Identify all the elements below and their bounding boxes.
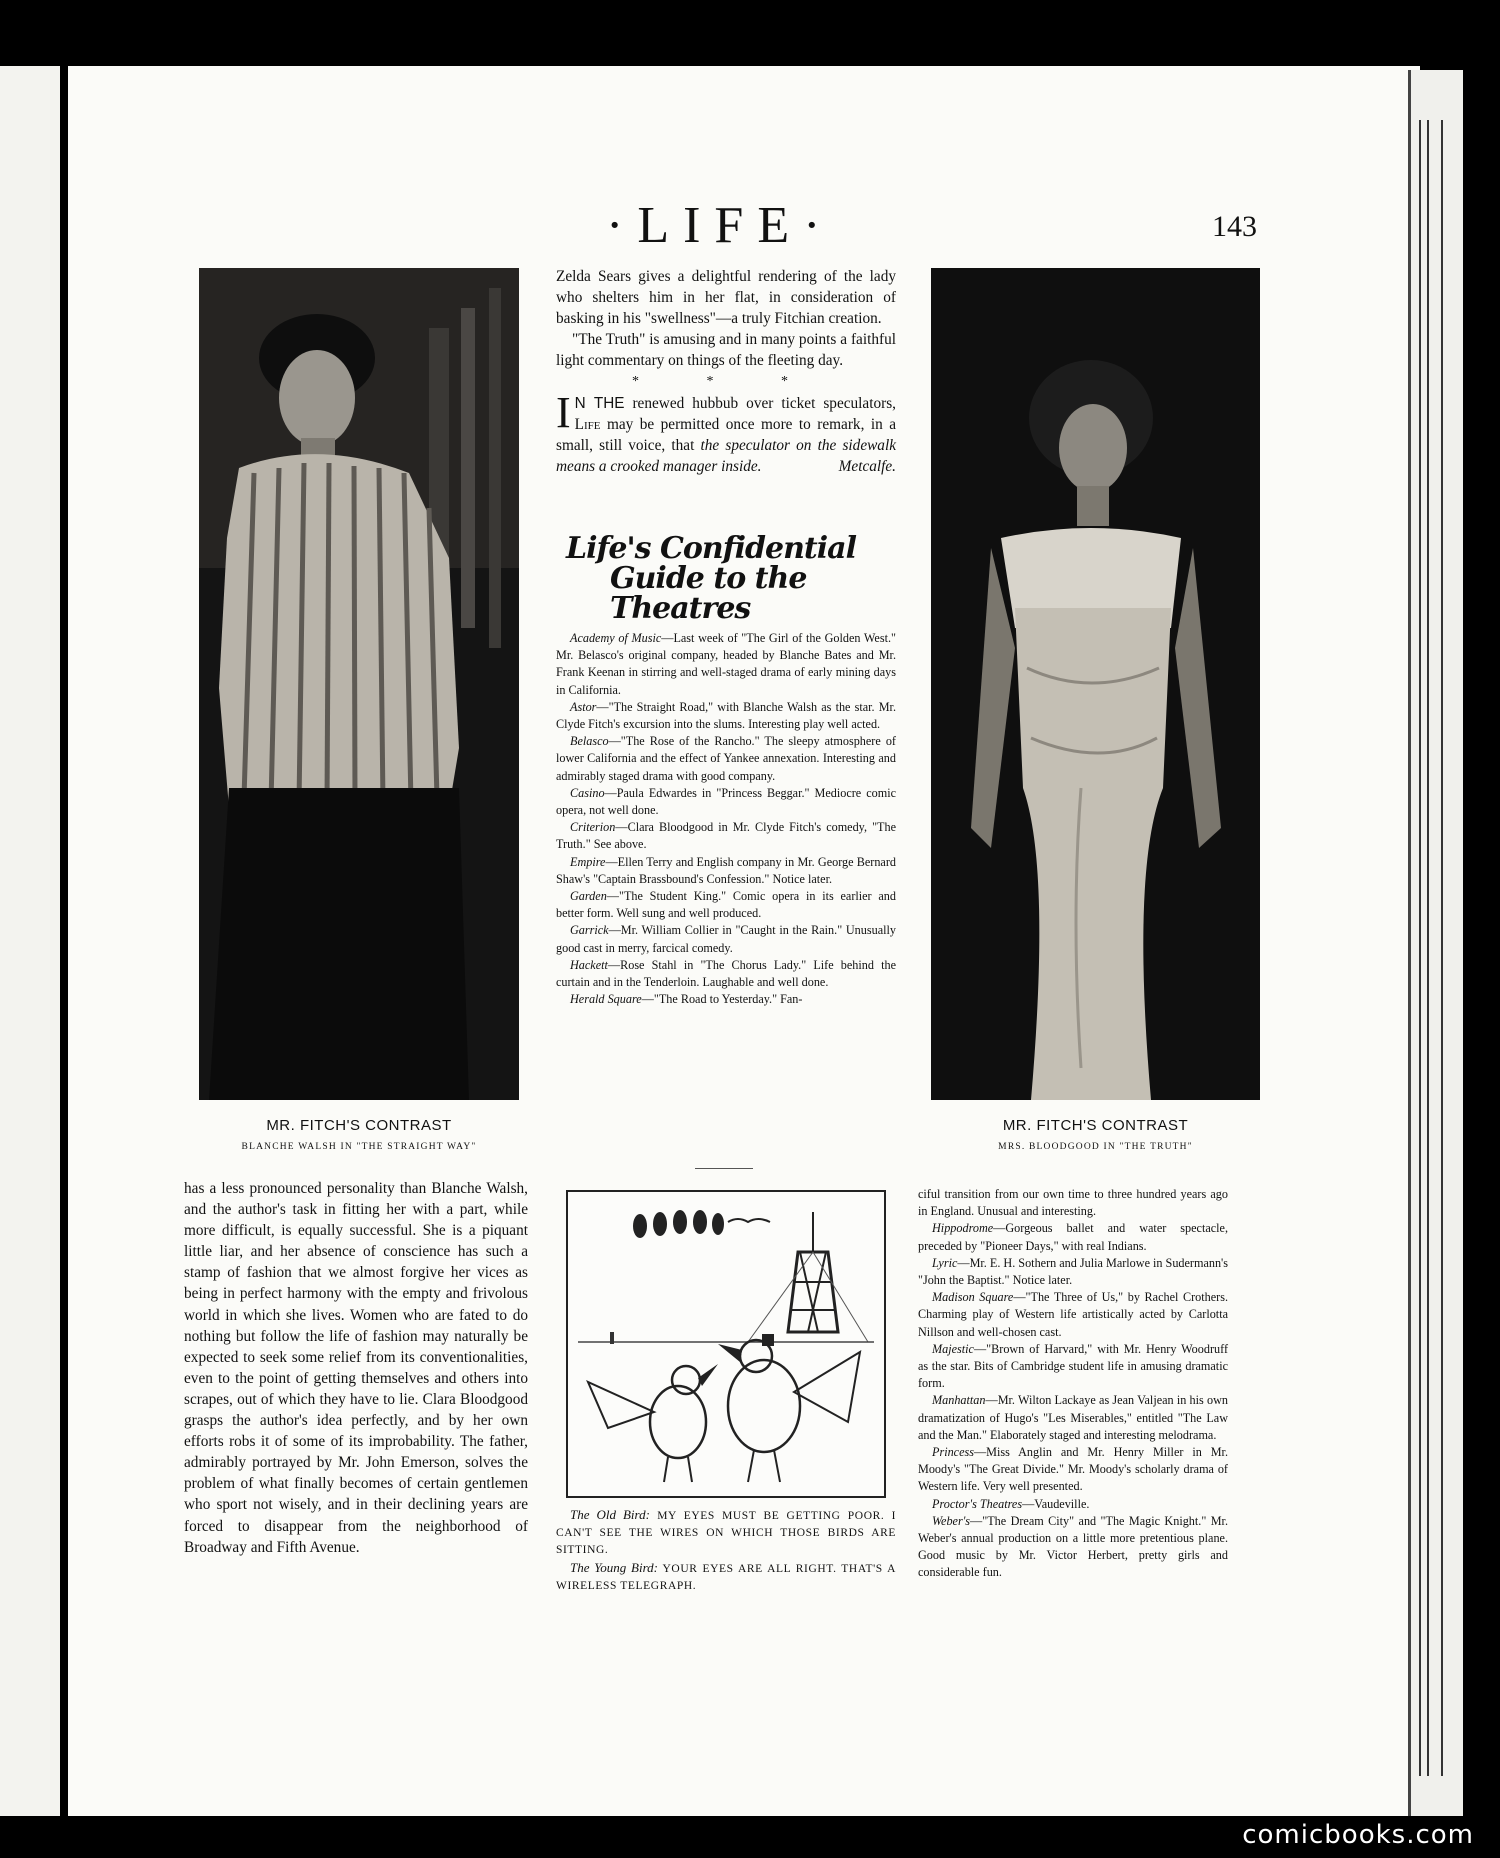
blanche-walsh-photo	[199, 268, 519, 1100]
guide-entry	[918, 1220, 1228, 1254]
guide-venue: Herald Square	[570, 992, 642, 1007]
guide-venue: Astor	[570, 699, 597, 714]
guide-entry	[556, 854, 896, 888]
left-article-column	[184, 1178, 528, 1558]
guide-venue: Garden	[570, 889, 607, 904]
guide-entry	[556, 888, 896, 922]
guide-entry	[556, 630, 896, 699]
guide-entry	[556, 957, 896, 991]
guide-column-1	[556, 630, 896, 1008]
wireless-telegraph-cartoon	[566, 1190, 886, 1498]
drop-cap: I	[556, 387, 571, 437]
guide-description: —Gorgeous ballet and water spectacle, preceded by "Pioneer Days," with real Indians.	[918, 1221, 1228, 1253]
guide-description: —Miss Anglin and Mr. Henry Miller in Mr. Moody's "The Great Divide." Mr. Moody's scholarly drama of Western life. Very well presented.	[918, 1445, 1228, 1494]
guide-entry	[918, 1392, 1228, 1444]
center-top-article	[556, 266, 896, 477]
guide-entry	[918, 1444, 1228, 1496]
guide-venue: Academy of Music	[570, 631, 662, 645]
speculator-paragraph: I N THE renewed hubbub over ticket speculators, Life may be permitted once more to remark, in a small, still voice, that the speculator on the sidewalk means a crooked manager inside. Metcalfe.	[556, 393, 896, 477]
left-caption-subtitle: BLANCHE WALSH IN "THE STRAIGHT WAY"	[241, 1142, 477, 1152]
guide-venue: Belasco	[570, 734, 609, 749]
guide-description: —"The Road to Yesterday." Fan-	[641, 992, 803, 1007]
guide-entry	[556, 785, 896, 819]
guide-description: —Mr. E. H. Sothern and Julia Marlowe in Sudermann's "John the Baptist." Notice later.	[918, 1255, 1228, 1288]
page-number: 143	[1212, 210, 1257, 243]
section-separator: * * *	[632, 374, 820, 390]
masthead: ·LIFE·	[606, 197, 835, 254]
guide-entry	[918, 1289, 1228, 1341]
guide-description: —Mr. William Collier in "Caught in the Rain." Unusually good cast in merry, farcical comedy.	[556, 923, 896, 955]
mrs-bloodgood-photo	[931, 268, 1260, 1100]
cartoon-line-1: MY EYES MUST BE GETTING POOR. I CAN'T SEE THE WIRES ON WHICH THOSE BIRDS ARE SITTING.	[556, 1510, 896, 1556]
guide-description: —"The Student King." Comic opera in its earlier and better form. Well sung and well produced.	[556, 889, 896, 921]
guide-title	[566, 531, 896, 626]
guide-venue: Empire	[570, 854, 606, 869]
right-caption-subtitle: MRS. BLOODGOOD IN "THE TRUTH"	[998, 1142, 1193, 1152]
guide-venue: Hippodrome	[932, 1221, 994, 1236]
guide-venue: Manhattan	[932, 1393, 986, 1408]
article-paragraph: has a less pronounced personality than Blanche Walsh, and the author's task in fitting her with a part, while more difficult, is equally successful. She is a piquant little liar, and her absence of conscience has such a stamp of fashion that we almost forgive her vices as being in perfect harmony with the empty and frivolous world in which she lives. Women who are fated to do nothing but follow the life of fashion may naturally be expected to seek some relief from its conventionalities, even to the point of getting themselves and others into scrapes, out of which they have to lie. Clara Bloodgood grasps the author's idea perfectly, and by her own efforts robs it of some of its improbability. The father, admirably portrayed by Mr. John Emerson, solves the problem of what finally becomes of certain gentlemen who sport not wisely, and in their declining years are forced to disappear from the neighborhood of Broadway and Fifth Avenue.	[184, 1180, 528, 1556]
guide-description: —Clara Bloodgood in Mr. Clyde Fitch's comedy, "The Truth." See above.	[556, 820, 896, 852]
guide-venue: Garrick	[570, 923, 609, 938]
cartoon-speaker-2: The Young Bird:	[570, 1560, 658, 1575]
left-caption-title: MR. FITCH'S CONTRAST	[266, 1117, 452, 1134]
guide-description: —"The Three of Us," by Rachel Crothers. Charming play of Western life artistically acted by Carlotta Nillson and well-chosen cast.	[918, 1290, 1229, 1339]
guide-venue: Casino	[570, 785, 605, 800]
cartoon-caption	[556, 1506, 896, 1595]
guide-description: —"The Rose of the Rancho." The sleepy atmosphere of lower California and the effect of Yankee annexation. Interesting and admirably staged drama with good company.	[556, 734, 896, 783]
guide-venue: Princess	[932, 1445, 974, 1460]
guide-venue: Majestic	[932, 1341, 974, 1356]
guide-entry	[556, 991, 896, 1008]
guide-description: —"The Dream City" and "The Magic Knight." Mr. Weber's annual production on a little more pretentious plane. Good music by Mr. Victor Herbert, pretty girls and considerable fun.	[918, 1513, 1228, 1580]
column-rule	[695, 1168, 753, 1169]
guide-description: —Mr. Wilton Lackaye as Jean Valjean in his own dramatization of Hugo's "Les Miserables," entitled "The Law and the Man." Elaborately staged and interesting melodrama.	[918, 1393, 1228, 1442]
guide-description: —Ellen Terry and English company in Mr. George Bernard Shaw's "Captain Brassbound's Confession." Notice later.	[556, 854, 896, 886]
guide-entry	[918, 1513, 1228, 1582]
guide-description: —Paula Edwardes in "Princess Beggar." Mediocre comic opera, not well done.	[556, 785, 896, 818]
guide-description: ciful transition from our own time to three hundred years ago in England. Unusual and interesting.	[918, 1187, 1228, 1219]
comicbooks-watermark: comicbooks.com	[1242, 1820, 1474, 1850]
guide-entry	[918, 1496, 1228, 1513]
guide-venue: Proctor's Theatres	[932, 1496, 1023, 1511]
guide-entry	[918, 1255, 1228, 1289]
guide-venue: Hackett	[570, 957, 608, 972]
guide-description: —Rose Stahl in "The Chorus Lady." Life behind the curtain and in the Tenderloin. Laughable and well done.	[556, 957, 896, 990]
signature: Metcalfe.	[838, 457, 896, 475]
guide-description: —"The Straight Road," with Blanche Walsh as the star. Mr. Clyde Fitch's excursion into the slums. Interesting play well acted.	[556, 699, 896, 732]
guide-venue: Madison Square	[932, 1290, 1014, 1305]
guide-entry	[556, 699, 896, 733]
guide-description: —Vaudeville.	[1022, 1496, 1090, 1511]
guide-entry	[918, 1341, 1228, 1393]
cartoon-speaker-1: The Old Bird:	[570, 1507, 650, 1522]
article-paragraph: Zelda Sears gives a delightful rendering of the lady who shelters him in her flat, in consideration of basking in his "swellness"—a truly Fitchian creation.	[556, 268, 896, 328]
guide-venue: Weber's	[932, 1513, 971, 1528]
guide-entry	[918, 1186, 1228, 1220]
guide-venue: Criterion	[570, 820, 616, 835]
cartoon-line-2: YOUR EYES ARE ALL RIGHT. THAT'S A WIRELESS TELEGRAPH.	[556, 1563, 896, 1592]
guide-entry	[556, 733, 896, 785]
guide-description: —Last week of "The Girl of the Golden West." Mr. Belasco's original company, headed by Blanche Bates and Mr. Frank Keenan in stirring and well-staged drama of early mining days in California.	[556, 631, 896, 697]
guide-column-2	[918, 1186, 1228, 1582]
guide-venue: Lyric	[932, 1255, 958, 1270]
guide-title-line1: Life's Confidential	[566, 531, 856, 566]
previous-page-edge	[0, 66, 60, 1816]
guide-description: —"Brown of Harvard," with Mr. Henry Woodruff as the star. Bits of Cambridge student life in amusing dramatic form.	[918, 1341, 1228, 1391]
right-caption-title: MR. FITCH'S CONTRAST	[1002, 1117, 1189, 1134]
page-stack-edge	[1408, 70, 1463, 1816]
guide-entry	[556, 922, 896, 956]
guide-entry	[556, 819, 896, 853]
guide-title-line2: Guide to the Theatres	[610, 561, 807, 626]
article-paragraph: "The Truth" is amusing and in many points a faithful light commentary on things of the fleeting day.	[556, 331, 896, 370]
